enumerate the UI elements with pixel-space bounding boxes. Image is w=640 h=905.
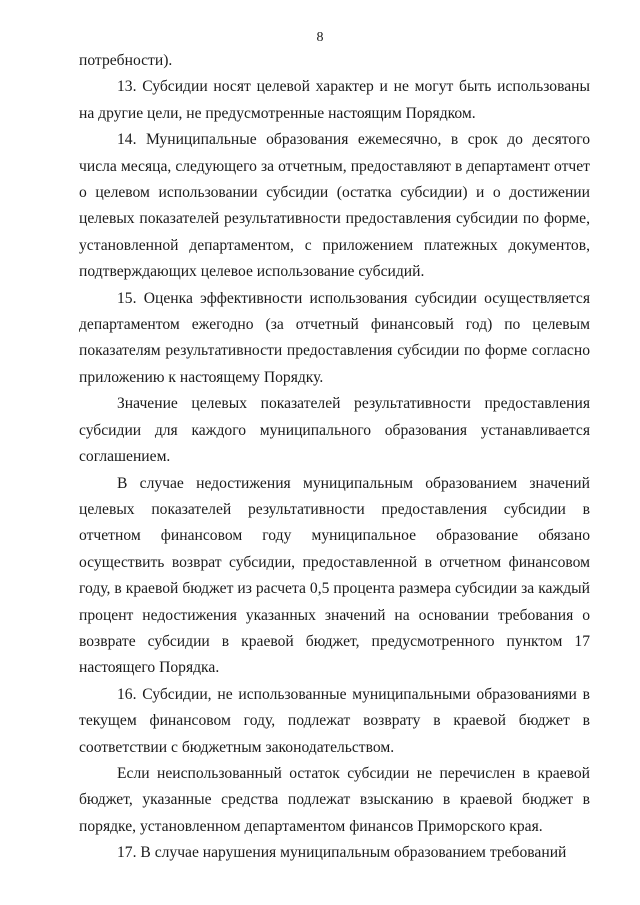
- paragraph-16-recovery: Если неиспользованный остаток субсидии не перечислен в краевой бюджет, указанные средства подлежат взысканию в краевой бюджет в порядке, установленном департаментом финансов Приморского края.: [79, 764, 590, 835]
- document-body: [79, 48, 590, 867]
- paragraph-continuation: потребности).: [79, 52, 173, 69]
- paragraph-15: 15. Оценка эффективности использования субсидии осуществляется департаментом ежегодно (за отчетный финансовый год) по целевым показателям результативности предоставления субсидии по форме согласно приложению к настоящему Порядку.: [79, 289, 590, 386]
- paragraph-16: 16. Субсидии, не использованные муниципальными образованиями в текущем финансовом году, подлежат возврату в краевой бюджет в соответствии с бюджетным законодательством.: [79, 685, 590, 756]
- paragraph-14: 14. Муниципальные образования ежемесячно, в срок до десятого числа месяца, следующего за отчетным, предоставляют в департамент отчет о целевом использовании субсидии (остатка субсидии) и о достижении целевых показателей результативности предоставления субсидии по форме, установленной департаментом, с приложением платежных документов, подтверждающих целевое использование субсидий.: [79, 131, 590, 281]
- paragraph-15-indicators: Значение целевых показателей результативности предоставления субсидии для каждого муниципального образования устанавливается соглашением.: [79, 395, 590, 466]
- page-number: 8: [316, 30, 324, 45]
- paragraph-15-refund: В случае недостижения муниципальным образованием значений целевых показателей результативности предоставления субсидии в отчетном финансовом году муниципальное образование обязано осуществить возврат субсидии, предоставленной в отчетном финансовом году, в краевой бюджет из расчета 0,5 процента размера субсидии за каждый процент недостижения указанных значений на основании требования о возврате субсидии в краевой бюджет, предусмотренного пунктом 17 настоящего Порядка.: [79, 474, 590, 677]
- paragraph-13: 13. Субсидии носят целевой характер и не могут быть использованы на другие цели, не предусмотренные настоящим Порядком.: [79, 78, 590, 122]
- paragraph-17: 17. В случае нарушения муниципальным образованием требований: [117, 844, 567, 862]
